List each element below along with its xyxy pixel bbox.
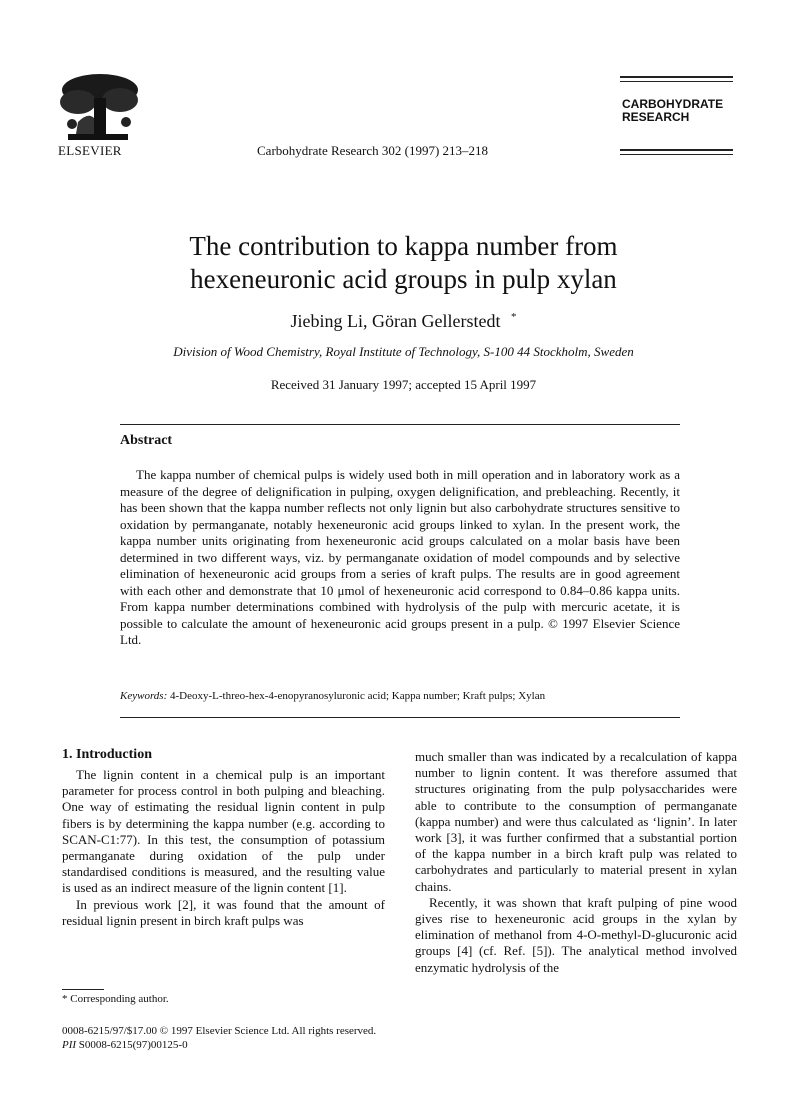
journal-brand-line1: CARBOHYDRATE bbox=[622, 97, 724, 111]
abstract-text: The kappa number of chemical pulps is widely used both in mill operation and in laboratory work as a measure of the degree of delignification in pulping, oxygen delignification, and prebleaching. Recently, it has been shown that the kappa number reflects not only lignin but also carbohydrate structures sensitive to oxidation by permanganate, notably hexeneuronic acid groups linked to xylan. In the present work, the kappa number units originating from hexeneuronic acid groups calculated on a molar basis have been determined in two different ways, viz. by permanganate oxidation of model compounds and by selective elimination of hexeneuronic acid groups from a series of kraft pulps. The results are in good agreement with each other and demonstrate that 10 μmol of hexeneuronic acid correspond to 0.84–0.86 kappa units. From kappa number determinations combined with hydrolysis of the pulp with mercuric acetate, it is possible to calculate the amount of hexeneuronic acid groups present in a pulp. © 1997 Elsevier Science Ltd. bbox=[120, 467, 680, 647]
header-rule-top-thin bbox=[620, 81, 733, 82]
intro-paragraph-3: Recently, it was shown that kraft pulping of pine wood gives rise to hexeneuronic acid groups in the xylan by elimination of methanol from 4-O-methyl-D-glucuronic acid groups [4] (cf. Ref. [5]). The analytical method involved enzymatic hydrolysis of the bbox=[415, 894, 737, 975]
keywords-text: 4-Deoxy-L-threo-hex-4-enopyranosyluronic acid; Kappa number; Kraft pulps; Xylan bbox=[170, 690, 546, 702]
intro-paragraph-1: The lignin content in a chemical pulp is an important parameter for process control in both pulping and bleaching. One way of estimating the residual lignin content in pulp fibers is by determining the kappa number (e.g. according to SCAN-C1:77). In this test, the consumption of potassium permanganate during oxidation of the pulp under standardised conditions is measured, and the resulting value is used as an indirect measure of the lignin content [1]. bbox=[62, 767, 385, 896]
copyright-line: 0008-6215/97/$17.00 © 1997 Elsevier Science Ltd. All rights reserved. bbox=[62, 1025, 377, 1037]
footnote-rule bbox=[62, 989, 104, 990]
header-rule-bottom-thin bbox=[620, 154, 733, 155]
copyright-block bbox=[62, 1024, 376, 1052]
pii-line bbox=[62, 1038, 376, 1052]
article-title-line1: The contribution to kappa number from bbox=[189, 231, 618, 261]
authors-text: Jiebing Li, Göran Gellerstedt bbox=[290, 311, 501, 331]
pii-value: S0008-6215(97)00125-0 bbox=[78, 1039, 188, 1051]
article-title-line2: hexeneuronic acid groups in pulp xylan bbox=[190, 264, 617, 294]
received-dates: Received 31 January 1997; accepted 15 April 1997 bbox=[270, 377, 537, 392]
journal-brand bbox=[622, 98, 723, 124]
publisher-name: ELSEVIER bbox=[58, 143, 122, 158]
body-column-right bbox=[415, 749, 737, 976]
body-column-left bbox=[62, 767, 385, 929]
keywords-line bbox=[120, 690, 545, 702]
abstract-rule-top bbox=[120, 424, 680, 425]
header-rule-bottom bbox=[620, 149, 733, 151]
header-rule-top bbox=[620, 76, 733, 78]
journal-brand-line2: RESEARCH bbox=[622, 110, 690, 124]
section-heading-introduction: 1. Introduction bbox=[62, 747, 152, 762]
abstract-rule-bottom bbox=[120, 717, 680, 718]
abstract-heading: Abstract bbox=[120, 433, 173, 448]
author-list bbox=[0, 311, 807, 332]
article-title bbox=[120, 230, 687, 296]
journal-reference: Carbohydrate Research 302 (1997) 213–218 bbox=[257, 143, 489, 158]
affiliation: Division of Wood Chemistry, Royal Institute of Technology, S-100 44 Stockholm, Sweden bbox=[173, 344, 634, 359]
corresponding-author-mark: * bbox=[510, 311, 517, 323]
elsevier-tree-logo-icon bbox=[58, 72, 140, 142]
intro-paragraph-2-continued: much smaller than was indicated by a recalculation of kappa number to lignin content. It was therefore assumed that structures originating from the pulp polysaccharides were able to contribute to the consumption of permanganate (kappa number) and were thus calculated as ‘lignin’. In later work [3], it was further confirmed that a substantial portion of the kappa number in a birch kraft pulp was related to carbohydrates and particularly to material present in xylan chains. bbox=[415, 749, 737, 894]
intro-paragraph-2: In previous work [2], it was found that the amount of residual lignin present in birch kraft pulps was bbox=[62, 896, 385, 928]
footnote-corresponding-author: * Corresponding author. bbox=[62, 993, 169, 1005]
keywords-label: Keywords: bbox=[120, 690, 168, 702]
pii-label: PII bbox=[62, 1039, 77, 1051]
